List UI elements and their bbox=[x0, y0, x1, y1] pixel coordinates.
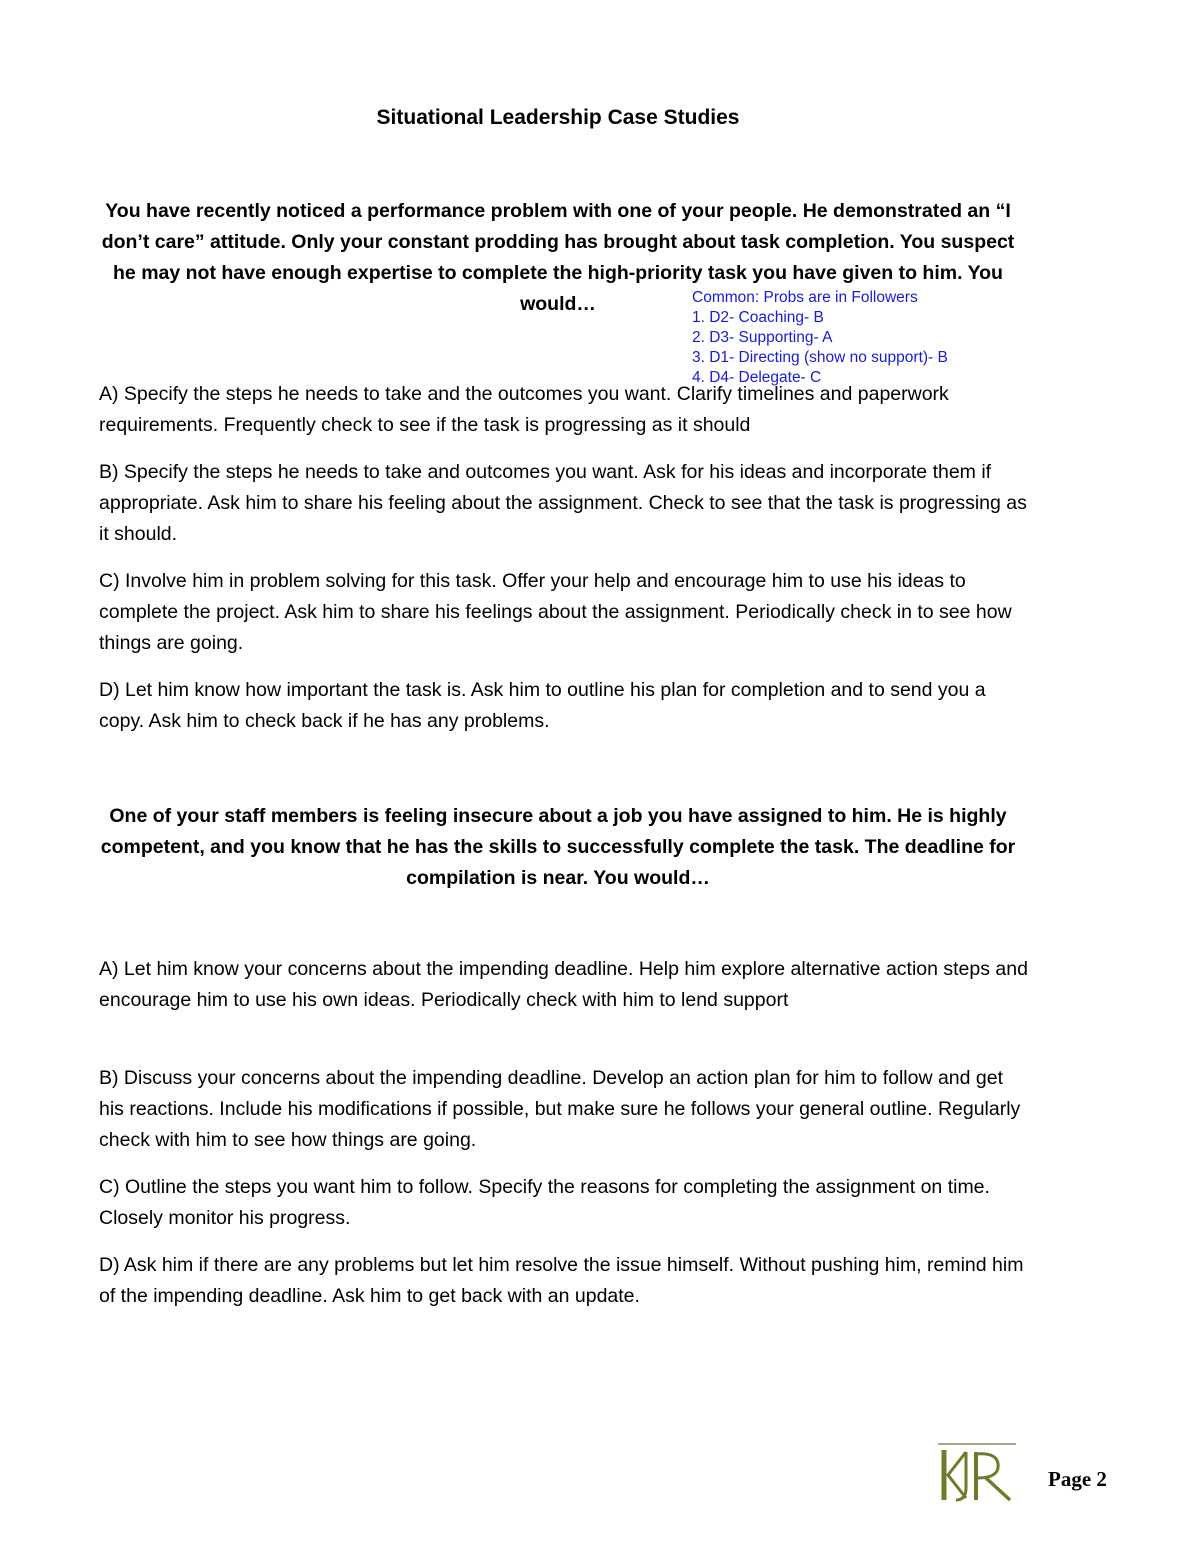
case2-option-b: B) Discuss your concerns about the impending deadline. Develop an action plan for him to follow and get his reactions. Include his modifications if possible, but make sure he follows your general outline. Regularly check with him to see how things are going. bbox=[99, 1067, 1021, 1151]
case1-option-d: D) Let him know how important the task is. Ask him to outline his plan for completion and to send you a copy. Ask him to check back if he has any problems. bbox=[99, 679, 986, 732]
annotation-line: 1. D2- Coaching- B bbox=[692, 309, 824, 326]
case2-prompt: One of your staff members is feeling insecure about a job you have assigned to him. He is highly competent, and you know that he has the skills to successfully complete the task. The deadline for compilation is near. You would… bbox=[100, 805, 1016, 889]
annotation-comment bbox=[692, 288, 948, 388]
kjr-logo bbox=[936, 1440, 1018, 1504]
case1-option-b: B) Specify the steps he needs to take and outcomes you want. Ask for his ideas and incorporate them if appropriate. Ask him to share his feeling about the assignment. Check to see that the task is progressing as it should. bbox=[99, 461, 1027, 545]
case1-option-c: C) Involve him in problem solving for this task. Offer your help and encourage him to use his ideas to complete the project. Ask him to share his feelings about the assignment. Periodically check in to see how things are going. bbox=[99, 570, 1012, 654]
page-number: Page 2 bbox=[1048, 1467, 1107, 1491]
annotation-line: Common: Probs are in Followers bbox=[692, 289, 918, 306]
annotation-line: 2. D3- Supporting- A bbox=[692, 329, 833, 346]
page-title: Situational Leadership Case Studies bbox=[376, 106, 740, 129]
annotation-line: 4. D4- Delegate- C bbox=[692, 369, 822, 386]
case1-option-a: A) Specify the steps he needs to take and the outcomes you want. Clarify timelines and paperwork requirements. Frequently check to see if the task is progressing as it should bbox=[99, 383, 949, 436]
case1-prompt: You have recently noticed a performance problem with one of your people. He demonstrated an “I don’t care” attitude. Only your constant prodding has brought about task completion. You suspect he may not have enough expertise to complete the high-priority task you have given to him. You would… bbox=[101, 200, 1015, 315]
case2-option-c: C) Outline the steps you want him to follow. Specify the reasons for completing the assignment on time. Closely monitor his progress. bbox=[99, 1176, 990, 1229]
case2-option-a: A) Let him know your concerns about the impending deadline. Help him explore alternative action steps and encourage him to use his own ideas. Periodically check with him to lend support bbox=[99, 958, 1028, 1011]
case2-option-d: D) Ask him if there are any problems but let him resolve the issue himself. Without pushing him, remind him of the impending deadline. Ask him to get back with an update. bbox=[99, 1254, 1024, 1307]
annotation-line: 3. D1- Directing (show no support)- B bbox=[692, 349, 948, 366]
